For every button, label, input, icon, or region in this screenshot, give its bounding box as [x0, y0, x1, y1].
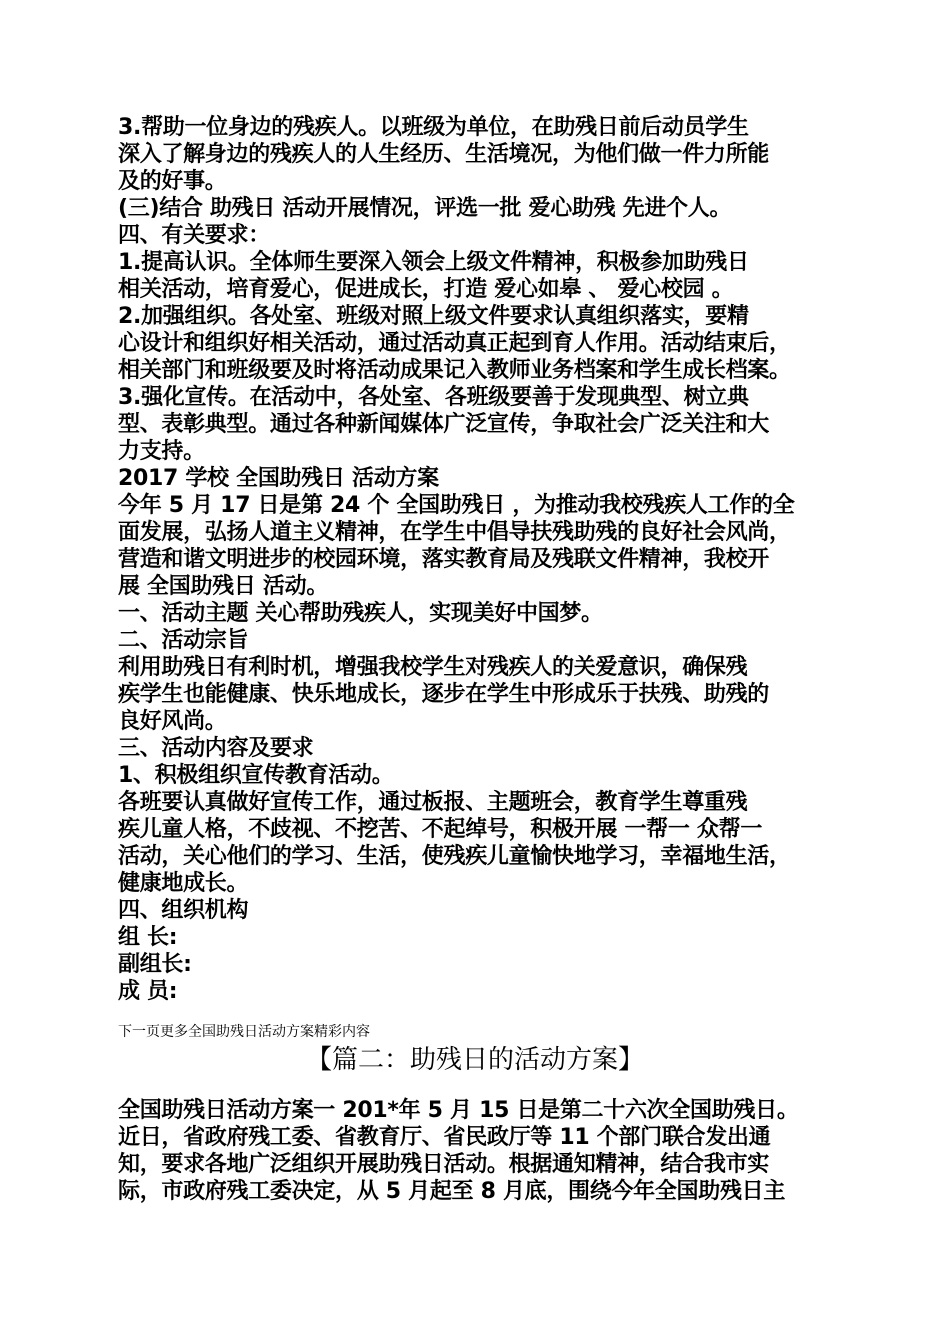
document-body-section-2 — [118, 1097, 848, 1205]
text-line: 际，市政府残工委决定，从 5 月起至 8 月底，围绕今年全国助残日主 — [118, 1179, 786, 1204]
text-line: 四、组织机构 — [118, 898, 249, 923]
text-line: 良好风尚。 — [118, 709, 227, 734]
text-line: 知，要求各地广泛组织开展助残日活动。根据通知精神，结合我市实 — [118, 1152, 770, 1177]
text-line: 活动，关心他们的学习、生活，使残疾儿童愉快地学习，幸福地生活， — [118, 844, 791, 869]
text-line: 全国助残日活动方案一 201*年 5 月 15 日是第二十六次全国助残日。 — [118, 1098, 799, 1123]
text-line: 一、活动主题 关心帮助残疾人，实现美好中国梦。 — [118, 601, 603, 626]
text-line: 及的好事。 — [118, 169, 227, 194]
text-line: 型、表彰典型。通过各种新闻媒体广泛宣传，争取社会广泛关注和大 — [118, 412, 770, 437]
text-line: 1.提高认识。全体师生要深入领会上级文件精神，积极参加助残日 — [118, 250, 749, 275]
text-line: 1、积极组织宣传教育活动。 — [118, 763, 394, 788]
text-line: 面发展，弘扬人道主义精神，在学生中倡导扶残助残的良好社会风尚， — [118, 520, 791, 545]
text-line: 近日，省政府残工委、省教育厅、省民政厅等 11 个部门联合发出通 — [118, 1125, 771, 1150]
text-line: 各班要认真做好宣传工作，通过板报、主题班会，教育学生尊重残 — [118, 790, 748, 815]
part2-title: 【篇二：助残日的活动方案】 — [305, 1045, 644, 1075]
text-line: 2017 学校 全国助残日 活动方案 — [118, 466, 439, 491]
text-line: 副组长: — [118, 952, 192, 977]
text-line: 二、活动宗旨 — [118, 628, 249, 653]
text-line: 营造和谐文明进步的校园环境，落实教育局及残联文件精神，我校开 — [118, 547, 770, 572]
text-line: 四、有关要求： — [118, 223, 270, 248]
text-line: (三)结合 助残日 活动开展情况，评选一批 爱心助残 先进个人。 — [118, 196, 732, 221]
text-line: 疾儿童人格，不歧视、不挖苦、不起绰号，积极开展 一帮一 众帮一 — [118, 817, 763, 842]
text-line: 3.帮助一位身边的残疾人。以班级为单位，在助残日前后动员学生 — [118, 115, 749, 140]
text-line: 力支持。 — [118, 439, 205, 464]
text-line: 3.强化宣传。在活动中，各处室、各班级要善于发现典型、树立典 — [118, 385, 749, 410]
more-content-link[interactable]: 下一页更多全国助残日活动方案精彩内容 — [118, 1024, 370, 1040]
text-line: 相关部门和班级要及时将活动成果记入教师业务档案和学生成长档案。 — [118, 358, 791, 383]
text-line: 今年 5 月 17 日是第 24 个 全国助残日 ，为推动我校残疾人工作的全 — [118, 493, 795, 518]
text-line: 展 全国助残日 活动。 — [118, 574, 329, 599]
text-line: 疾学生也能健康、快乐地成长，逐步在学生中形成乐于扶残、助残的 — [118, 682, 770, 707]
text-line: 相关活动，培育爱心，促进成长，打造 爱心如皋 、 爱心校园 。 — [118, 277, 734, 302]
text-line: 2.加强组织。各处室、班级对照上级文件要求认真组织落实，要精 — [118, 304, 749, 329]
text-line: 深入了解身边的残疾人的人生经历、生活境况，为他们做一件力所能 — [118, 142, 770, 167]
text-line: 心设计和组织好相关活动，通过活动真正起到育人作用。活动结束后， — [118, 331, 791, 356]
text-line: 组 长: — [118, 925, 178, 950]
text-line: 健康地成长。 — [118, 871, 249, 896]
text-line: 三、活动内容及要求 — [118, 736, 314, 761]
text-line: 成 员: — [118, 979, 178, 1004]
text-line: 利用助残日有利时机，增强我校学生对残疾人的关爱意识，确保残 — [118, 655, 748, 680]
document-body-section-1 — [118, 114, 848, 1005]
